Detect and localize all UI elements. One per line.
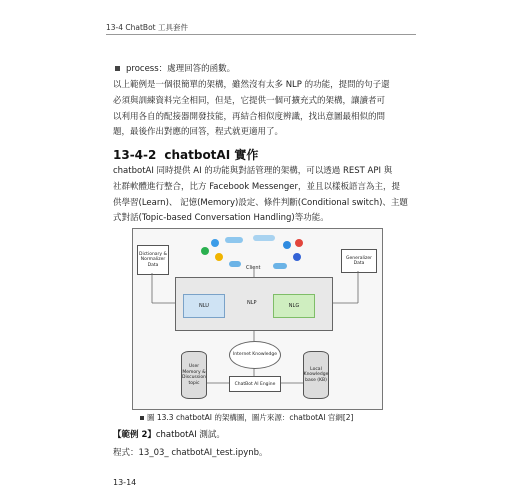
body-line: 社群軟體進行整合，比方 Facebook Messenger，並且以樣板語言為主，提 — [113, 181, 401, 192]
bullet-square-icon — [115, 66, 120, 71]
engine-box: ChatBot AI Engine — [229, 376, 281, 392]
bullet-item — [115, 62, 235, 74]
nlg-box: NLG — [273, 294, 315, 318]
running-header: 13-4 ChatBot 工具套件 — [106, 23, 188, 32]
figure-caption — [140, 412, 353, 423]
bullet-text: process：處理回答的函數。 — [126, 64, 236, 74]
caption-text: 圖 13.3 chatbotAI 的架構圖，圖片來源：chatbotAI 官網[2] — [147, 413, 354, 422]
intro-line: 題，最後作出對應的回答，程式就更適用了。 — [113, 127, 284, 138]
body-line: chatbotAI 同時提供 AI 的功能與對話管理的架構，可以透過 REST API 與 — [113, 166, 393, 176]
intro-line: 以利用各自的配接器開發技能，再結合相似度辨識，找出意圖最相似的問 — [113, 111, 386, 122]
program-line: 程式：13_03_ chatbotAI_test.ipynb。 — [113, 448, 268, 458]
page-number: 13-14 — [113, 478, 137, 487]
example-label: 【範例 2】 — [113, 430, 156, 440]
user-memory-cylinder: User Memory & Discussion topic — [181, 351, 207, 399]
section-number: 13-4-2 — [113, 148, 157, 162]
local-kb-cylinder: Local Knowledge base (KB) — [303, 351, 329, 399]
body-paragraph — [113, 164, 413, 227]
nlp-label: NLP — [247, 300, 257, 306]
intro-paragraph — [113, 78, 413, 141]
body-line: 供學習(Learn)、 記憶(Memory)設定、條件判斷(Conditional switch)、主題 — [113, 197, 408, 208]
client-label: Client — [246, 265, 261, 271]
header-rule — [106, 34, 416, 35]
generalizer-box: Generalizer Data — [341, 249, 377, 273]
caption-square-icon — [140, 416, 144, 420]
internet-knowledge-cloud: Internet Knowledge — [229, 341, 281, 369]
body-line: 式對話(Topic-based Conversation Handling)等功能。 — [113, 213, 329, 224]
section-heading — [113, 146, 258, 163]
nlu-box: NLU — [183, 294, 225, 318]
section-title-text: chatbotAI 實作 — [164, 148, 259, 162]
dictionary-box: Dictionary & Normalizer Data — [137, 245, 169, 275]
intro-line: 必須與訓練資料完全相同，但是，它提供一個可擴充式的架構，讓讀者可 — [113, 95, 386, 106]
example-heading — [113, 428, 225, 440]
example-text: chatbotAI 測試。 — [155, 430, 225, 440]
intro-line: 以上範例是一個很簡單的架構，雖然沒有太多 NLP 的功能，提問的句子還 — [113, 80, 390, 90]
architecture-diagram — [132, 228, 383, 410]
